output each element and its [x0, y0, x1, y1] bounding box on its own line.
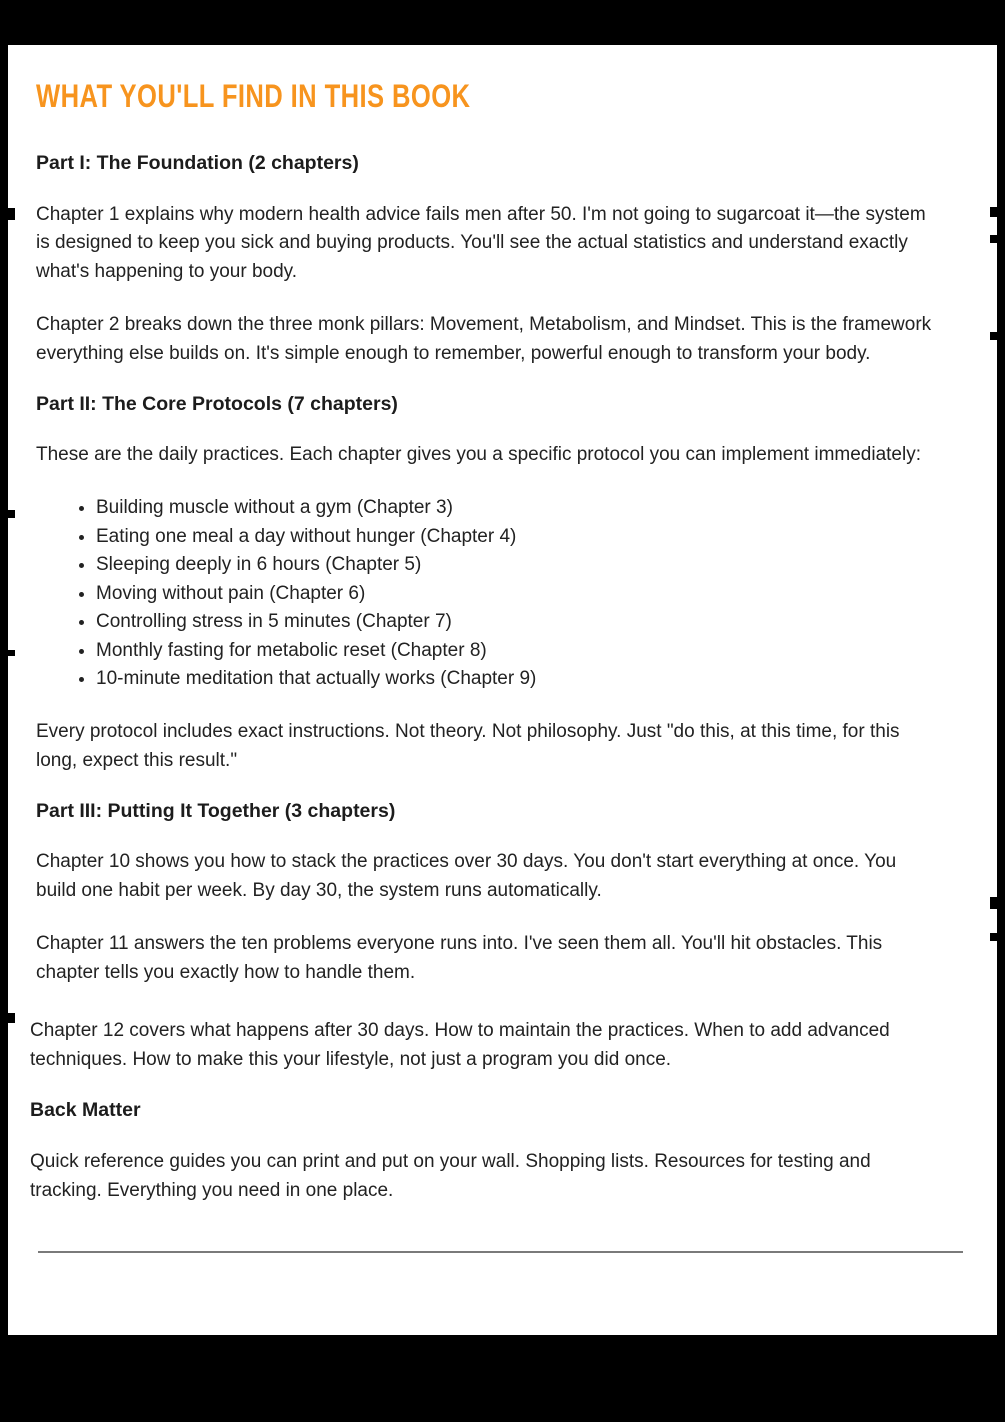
part-2-heading: Part II: The Core Protocols (7 chapters) [36, 392, 398, 415]
scan-artifact [990, 207, 997, 217]
scan-artifact [8, 208, 15, 220]
scan-artifact [990, 897, 997, 909]
scan-artifact [990, 332, 997, 340]
horizontal-divider [38, 1251, 963, 1253]
page-two-content [8, 1017, 997, 1253]
scan-artifact [8, 510, 15, 518]
paragraph-protocols-intro: These are the daily practices. Each chapter gives you a specific protocol you can implement immediately: [36, 444, 921, 466]
list-item: • Sleeping deeply in 6 hours (Chapter 5) [96, 551, 963, 580]
part-1-heading: Part I: The Foundation (2 chapters) [36, 152, 359, 175]
paragraph-chapter-11: Chapter 11 answers the ten problems everyone runs into. I've seen them all. You'll hit obstacles. This chapter tells you exactly how to handle them. [36, 932, 883, 983]
paragraph-chapter-12: Chapter 12 covers what happens after 30 days. How to maintain the practices. When to add advanced techniques. How to make this your lifestyle, not just a program you did once. [30, 1020, 890, 1071]
page-one-content [8, 45, 997, 987]
scan-artifact [990, 235, 997, 243]
page-title: WHAT YOU'LL FIND IN THIS BOOK [36, 78, 471, 114]
back-matter-heading: Back Matter [30, 1099, 141, 1122]
list-item: • Moving without pain (Chapter 6) [96, 580, 963, 609]
paragraph-chapter-1: Chapter 1 explains why modern health advice fails men after 50. I'm not going to sugarcoat it—the system is designed to keep you sick and buying products. You'll see the actual statistics and understand exactly what's happening to your body. [36, 203, 926, 283]
scan-artifact [8, 1013, 15, 1023]
list-item: • Building muscle without a gym (Chapter 3) [96, 494, 963, 523]
list-item: • Eating one meal a day without hunger (Chapter 4) [96, 523, 963, 552]
paragraph-chapter-10: Chapter 10 shows you how to stack the practices over 30 days. You don't start everything at once. You build one habit per week. By day 30, the system runs automatically. [36, 850, 897, 901]
paragraph-back-matter: Quick reference guides you can print and put on your wall. Shopping lists. Resources for testing and tracking. Everything you need in one place. [30, 1150, 871, 1201]
document-page [8, 45, 997, 1335]
list-item: • Monthly fasting for metabolic reset (Chapter 8) [96, 637, 963, 666]
part-3-heading: Part III: Putting It Together (3 chapters) [36, 799, 396, 822]
paragraph-chapter-2: Chapter 2 breaks down the three monk pillars: Movement, Metabolism, and Mindset. This is the framework everything else builds on. It's simple enough to remember, powerful enough to transform your body. [36, 314, 932, 365]
scan-artifact [990, 933, 997, 941]
paragraph-protocols-outro: Every protocol includes exact instructions. Not theory. Not philosophy. Just "do this, at this time, for this long, expect this result." [36, 720, 900, 771]
list-item: • Controlling stress in 5 minutes (Chapter 7) [96, 608, 963, 637]
protocol-bullet-list [36, 494, 963, 694]
list-item: • 10-minute meditation that actually works (Chapter 9) [96, 665, 963, 694]
scan-artifact [8, 650, 15, 656]
